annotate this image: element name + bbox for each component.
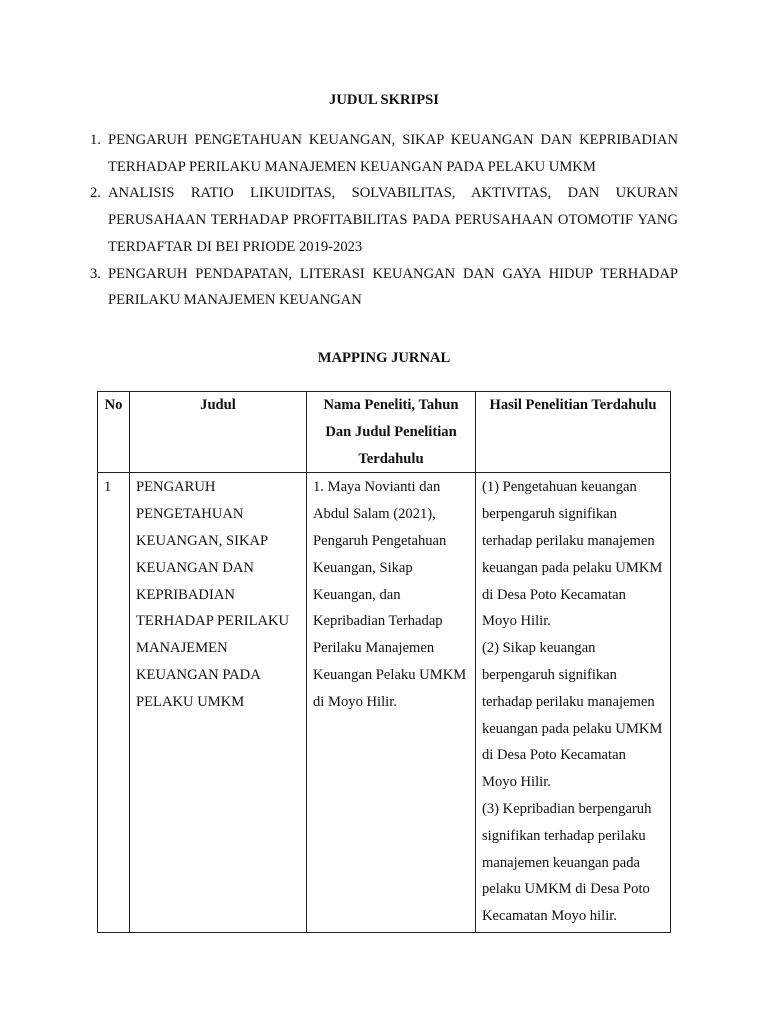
thesis-title-list (90, 127, 678, 314)
list-item (90, 180, 678, 260)
column-header-judul: Judul (130, 392, 307, 473)
list-item (90, 127, 678, 180)
table-row (98, 473, 671, 933)
column-header-no: No (98, 392, 130, 473)
table-header-row (98, 392, 671, 473)
list-item-number: 1. (90, 132, 101, 148)
result-item: (2) Sikap keuangan berpengaruh signifikan terhadap perilaku manajemen keuangan pada pelaku UMKM di Desa Poto Kecamatan Moyo Hilir. (482, 640, 663, 791)
section-title: MAPPING JURNAL (317, 350, 451, 366)
page-title: JUDUL SKRIPSI (329, 92, 439, 108)
column-header-peneliti: Nama Peneliti, Tahun Dan Judul Penelitian Terdahulu (307, 392, 476, 473)
list-item-text: ANALISIS RATIO LIKUIDITAS, SOLVABILITAS, AKTIVITAS, DAN UKURAN PERUSAHAAN TERHADAP PROFITABILITAS PADA PERUSAHAAN OTOMOTIF YANG TERDAFTAR DI BEI PRIODE 2019-2023 (108, 185, 678, 255)
cell-peneliti: 1. Maya Novianti dan Abdul Salam (2021), Pengaruh Pengetahuan Keuangan, Sikap Keuangan, dan Kepribadian Terhadap Perilaku Manajemen Keuangan Pelaku UMKM di Moyo Hilir. (307, 473, 476, 933)
mapping-table (97, 391, 671, 933)
cell-hasil (476, 473, 671, 933)
result-item: (3) Kepribadian berpengaruh signifikan terhadap perilaku manajemen keuangan pada pelaku UMKM di Desa Poto Kecamatan Moyo hilir. (482, 800, 652, 925)
list-item-text: PENGARUH PENDAPATAN, LITERASI KEUANGAN DAN GAYA HIDUP TERHADAP PERILAKU MANAJEMEN KEUANGAN (108, 265, 678, 309)
list-item (90, 261, 678, 314)
list-item-text: PENGARUH PENGETAHUAN KEUANGAN, SIKAP KEUANGAN DAN KEPRIBADIAN TERHADAP PERILAKU MANAJEMEN KEUANGAN PADA PELAKU UMKM (108, 132, 678, 175)
list-item-number: 2. (90, 185, 101, 202)
column-header-hasil: Hasil Penelitian Terdahulu (476, 392, 671, 473)
result-item: (1) Pengetahuan keuangan berpengaruh signifikan terhadap perilaku manajemen keuangan pada pelaku UMKM di Desa Poto Kecamatan Moyo Hilir. (482, 479, 663, 630)
list-item-number: 3. (90, 265, 101, 282)
cell-judul: PENGARUH PENGETAHUAN KEUANGAN, SIKAP KEUANGAN DAN KEPRIBADIAN TERHADAP PERILAKU MANAJEMEN KEUANGAN PADA PELAKU UMKM (130, 473, 307, 933)
cell-no: 1 (98, 473, 130, 933)
